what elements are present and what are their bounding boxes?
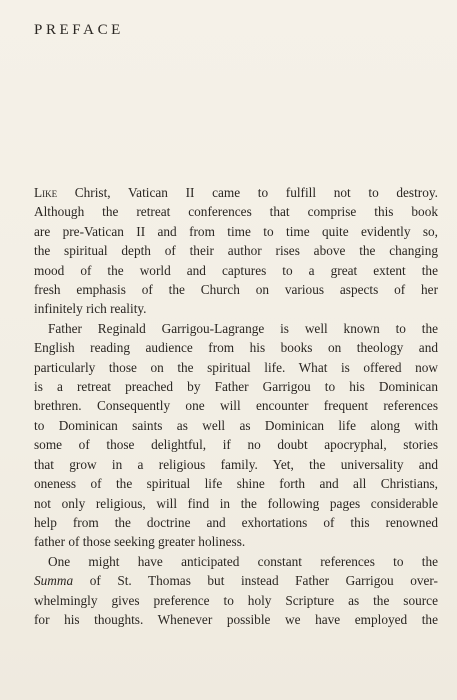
text-line: help from the doctrine and exhortations of this renowned — [34, 514, 438, 530]
text-line: mood of the world and captures to a great extent the — [34, 262, 438, 278]
text-line: for his thoughts. Whenever possible we have employed the — [34, 611, 438, 627]
text-line: fresh emphasis of the Church on various aspects of her — [34, 282, 438, 298]
page-heading: PREFACE — [34, 22, 124, 38]
text-line: father of those seeking greater holiness. — [34, 534, 246, 550]
text-line: that grow in a religious family. Yet, the universality and — [34, 456, 438, 472]
text-line: English reading audience from his books on theology and — [34, 340, 438, 356]
text-line: particularly those on the spiritual life. What is offered now — [34, 359, 438, 375]
text-line: the spiritual depth of their author rises above the changing — [34, 243, 438, 259]
text-line: infinitely rich reality. — [34, 301, 147, 317]
text-line — [34, 183, 438, 202]
text-span: of St. Thomas but instead Father Garrigou over- — [73, 573, 438, 589]
text-line: brethren. Consequently one will encounter frequent references — [34, 398, 438, 414]
text-line: not only religious, will find in the following pages considerable — [34, 495, 438, 511]
text-line: to Dominican saints as well as Dominican life along with — [34, 417, 438, 433]
text-line: some of those delightful, if no doubt apocryphal, stories — [34, 437, 438, 453]
preface-body — [34, 183, 438, 629]
text-line: is a retreat preached by Father Garrigou to his Dominican — [34, 379, 438, 395]
drop-word: Like — [34, 185, 58, 200]
text-line: One might have anticipated constant references to the — [48, 553, 438, 569]
text-line: oneness of the spiritual life shine forth and all Christians, — [34, 476, 438, 492]
text-span: Christ, Vatican II came to fulfill not to destroy. — [57, 185, 438, 200]
text-line — [34, 571, 438, 590]
text-line: are pre-Vatican II and from time to time quite evidently so, — [34, 223, 438, 239]
italic-title: Summa — [34, 573, 74, 589]
text-line: Although the retreat conferences that comprise this book — [34, 204, 438, 220]
text-line: Father Reginald Garrigou-Lagrange is well known to the — [48, 320, 438, 336]
text-line: whelmingly gives preference to holy Scripture as the source — [34, 592, 438, 608]
